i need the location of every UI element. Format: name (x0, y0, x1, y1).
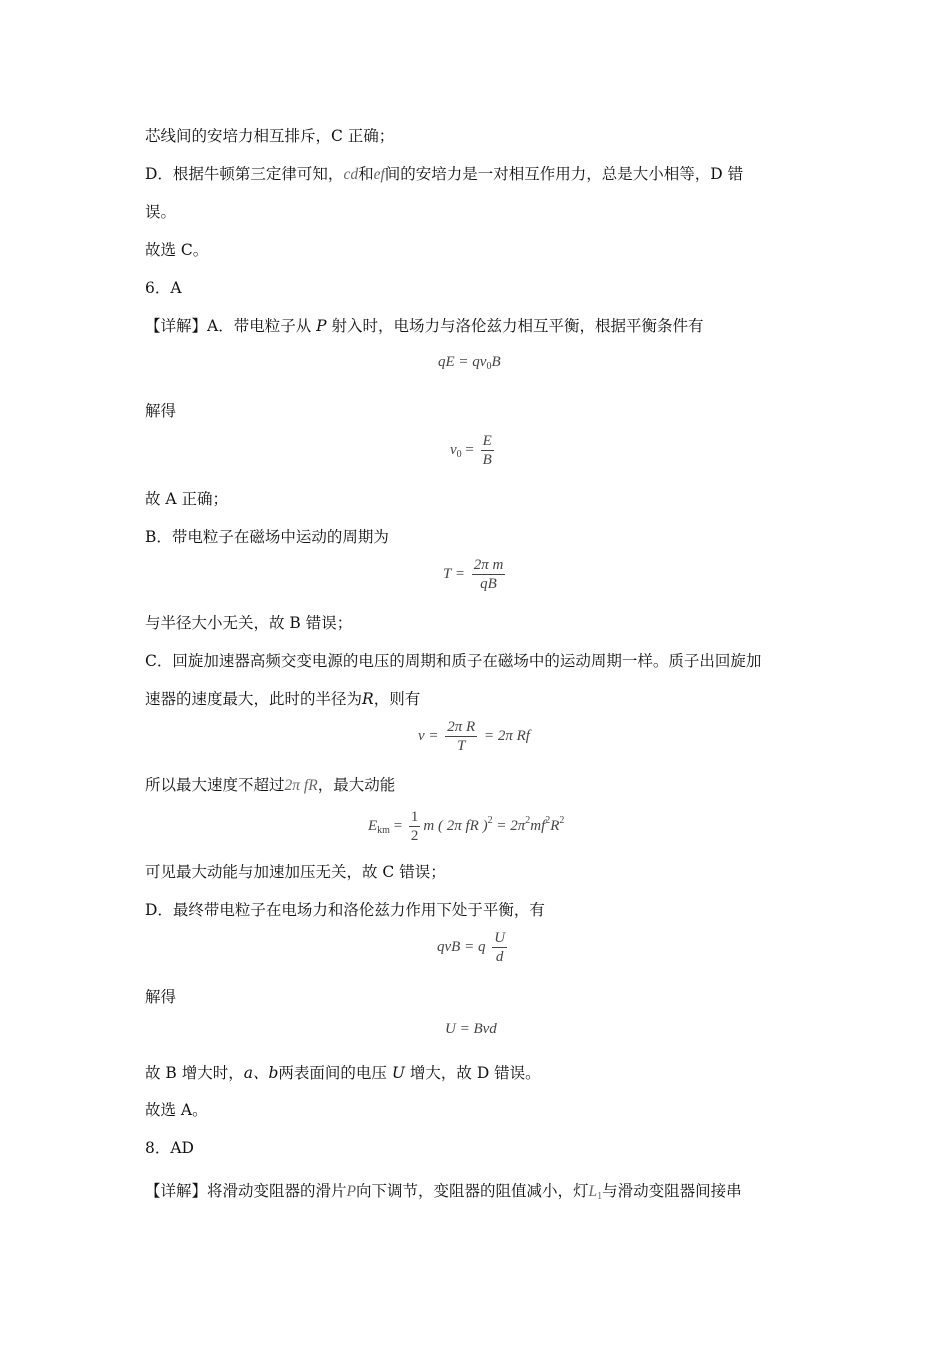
inline-symbol: cd (343, 166, 359, 183)
formula-U-Bvd: U = Bvd (445, 1021, 497, 1037)
text-line: 与半径大小无关，故 B 错误； (145, 614, 353, 632)
inline-symbol: ef (373, 166, 385, 183)
text-line: 【详解】将滑动变阻器的滑片P向下调节，变阻器的阻值减小，灯$L_1$与滑动变阻器间接串 (145, 1182, 742, 1202)
text-line: 解得 (145, 988, 177, 1006)
text-line: 误。 (145, 203, 177, 221)
text-line: 故 B 增大时，a、b两表面间的电压 U 增大，故 D 错误。 (145, 1064, 541, 1082)
inline-symbol: 2π fR (284, 777, 318, 794)
text-line: 故选 C。 (145, 241, 209, 259)
text-line: 【详解】A．带电粒子从 P 射入时，电场力与洛伦兹力相互平衡，根据平衡条件有 (145, 317, 704, 335)
text-line: 速器的速度最大，此时的半径为R，则有 (145, 690, 421, 708)
text-line: D．根据牛顿第三定律可知，cd和ef间的安培力是一对相互作用力，总是大小相等，D 错 (145, 165, 744, 183)
text-line: D．最终带电粒子在电场力和洛伦兹力作用下处于平衡，有 (145, 901, 545, 919)
formula-period-T: T = $\frac{\text{2π m}}{qB}$ (443, 557, 504, 592)
formula-max-kinetic-energy: $E_{km}$ = $\frac{1}{2}$ m ( 2π fR )$^2 = 2\pi^2mf^2R^2$ (368, 809, 565, 844)
inline-symbol: $L_1$ (588, 1183, 603, 1202)
formula-velocity-v: v = $\frac{\text{2π R}}{T}$ = 2π Rf (418, 719, 530, 754)
formula-v0-E-over-B: $v_0$ = $\frac{E}{B}$ (450, 433, 492, 468)
text-line: 可见最大动能与加速加压无关，故 C 错误； (145, 863, 446, 881)
text-line: C．回旋加速器高频交变电源的电压的周期和质子在磁场中的运动周期一样。质子出回旋加 (145, 652, 762, 670)
text-line: 故选 A。 (145, 1101, 208, 1119)
inline-symbol: P (346, 1183, 356, 1200)
text-line: 所以最大速度不超过2π fR，最大动能 (145, 776, 396, 794)
formula-qvB-qU-over-d: qvB = q $\frac{U}{d}$ (437, 930, 506, 965)
text-line: 芯线间的安培力相互排斥，C 正确； (145, 127, 395, 145)
text-line: 8．AD (145, 1139, 194, 1157)
formula-qE-qv0B: qE = $qv_0B$ (438, 354, 501, 372)
text-line: B．带电粒子在磁场中运动的周期为 (145, 528, 389, 546)
text-line: 6．A (145, 279, 182, 297)
text-line: 故 A 正确； (145, 490, 229, 508)
text-line: 解得 (145, 402, 177, 420)
